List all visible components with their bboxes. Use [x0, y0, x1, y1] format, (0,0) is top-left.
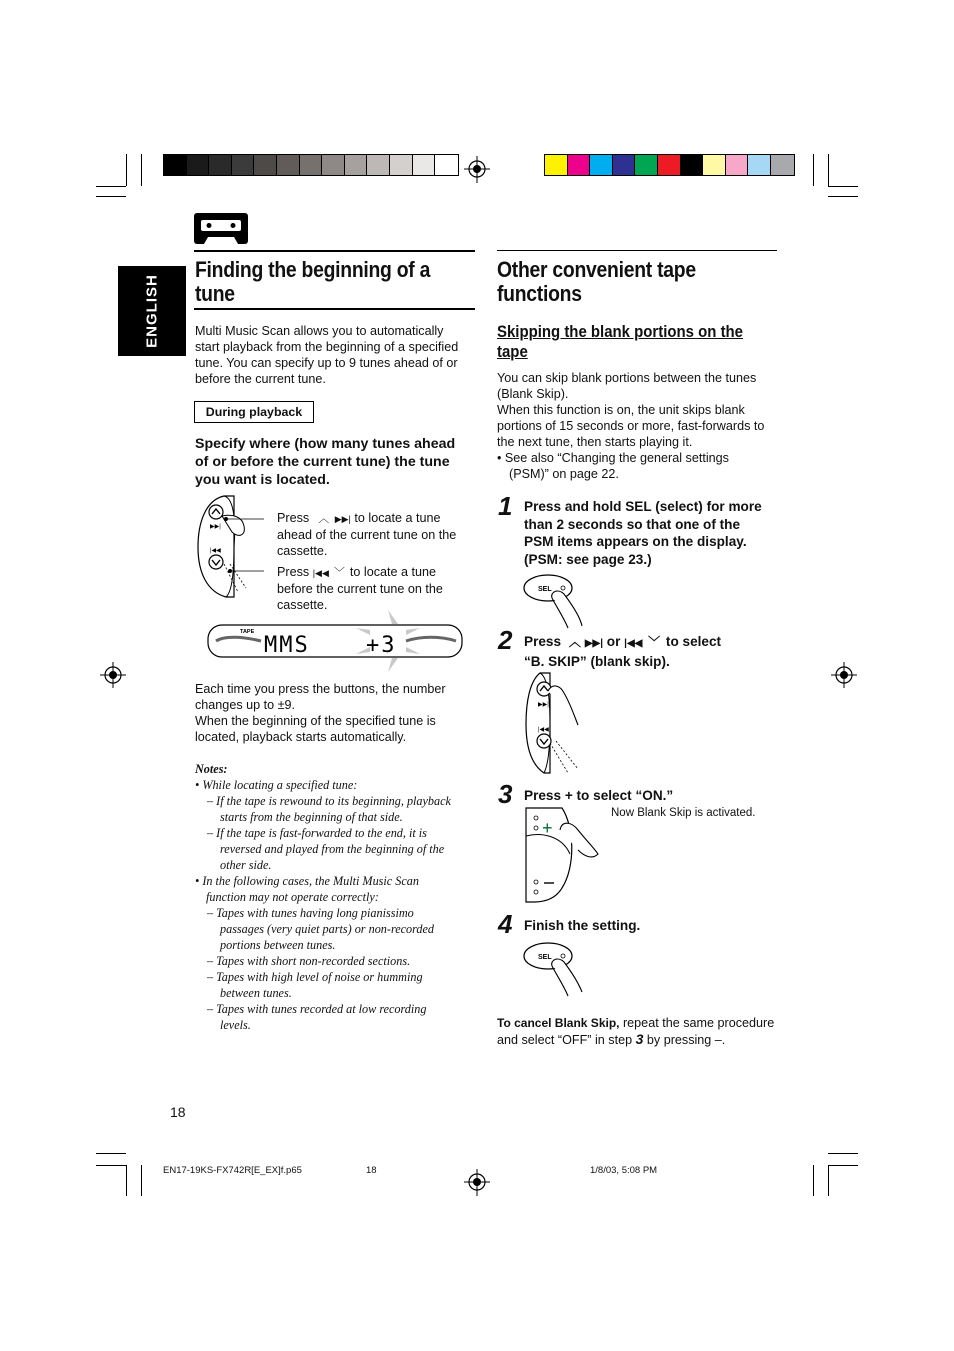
- title-underline: [194, 308, 475, 310]
- color-swatch: [613, 155, 636, 175]
- svg-text:▶▶|: ▶▶|: [538, 702, 549, 708]
- intro-line: Multi Music Scan allows you to automatically: [195, 324, 444, 338]
- color-swatch: [187, 155, 210, 175]
- skip-back-icon: |◀◀: [624, 638, 643, 649]
- note-item: – If the tape is rewound to its beginning, playback: [207, 794, 451, 808]
- step-1-number: 1: [498, 491, 513, 521]
- after-line: changes up to ±9.: [195, 698, 296, 712]
- color-swatch: [209, 155, 232, 175]
- color-calibration-bar: [544, 154, 795, 176]
- blank-skip-intro: [497, 370, 787, 450]
- after-paragraph: [195, 681, 480, 745]
- color-swatch: [164, 155, 187, 175]
- blank-skip-intro-line: You can skip blank portions between the tunes: [497, 371, 757, 385]
- registration-target-icon: [98, 660, 128, 690]
- color-swatch: [300, 155, 323, 175]
- cancel-note: To cancel Blank Skip, repeat the same procedure and select “OFF” in step 3 by pressing –.: [497, 1016, 775, 1047]
- after-line: located, playback starts automatically.: [195, 730, 407, 744]
- display-value: +3: [366, 633, 397, 658]
- down-chevron-icon: ﹀: [333, 567, 345, 579]
- note-item: – If the tape is fast-forwarded to the end, it is: [207, 826, 427, 840]
- notes-title: Notes:: [195, 762, 228, 776]
- right-section-title: Other convenient tape functions: [497, 257, 696, 306]
- during-playback-badge: During playback: [194, 401, 314, 423]
- note-item: – Tapes with tunes recorded at low recording: [207, 1002, 427, 1016]
- color-swatch: [681, 155, 704, 175]
- step-2-number: 2: [498, 625, 513, 655]
- page-number: 18: [170, 1104, 186, 1120]
- press-down-description: Press |◀◀ ﹀ to locate a tune before the current tune on the cassette.: [277, 565, 443, 612]
- sel-button-illustration: [522, 572, 592, 630]
- color-swatch: [635, 155, 658, 175]
- color-swatch: [748, 155, 771, 175]
- note-item: – Tapes with tunes having long pianissimo: [207, 906, 414, 920]
- footer-date: 1/8/03, 5:08 PM: [590, 1165, 658, 1176]
- color-swatch: [590, 155, 613, 175]
- skip-back-icon: |◀◀: [312, 568, 329, 578]
- color-swatch: [390, 155, 413, 175]
- note-item: between tunes.: [220, 986, 292, 1000]
- note-item: • In the following cases, the Multi Music Scan: [195, 874, 419, 888]
- blank-skip-intro-line: portions of 15 seconds or more, fast-forwards to: [497, 419, 765, 433]
- gray-calibration-bar: [163, 154, 459, 176]
- color-swatch: [726, 155, 749, 175]
- cassette-icon: [194, 213, 248, 244]
- color-swatch: [703, 155, 726, 175]
- display-mms-text: MMS: [264, 633, 310, 658]
- title-rule: [194, 250, 475, 252]
- step-1-line: Press and hold SEL (select) for more: [524, 499, 762, 514]
- sel-button-illustration-2: [522, 940, 592, 998]
- press-up-description: Press ︿ ▶▶| to locate a tune ahead of the current tune on the cassette.: [277, 511, 457, 558]
- note-item: – Tapes with high level of noise or humming: [207, 970, 423, 984]
- svg-text:|◀◀: |◀◀: [210, 548, 221, 554]
- color-swatch: [345, 155, 368, 175]
- plus-minus-buttons-illustration: [522, 806, 602, 906]
- up-chevron-icon: ︿: [568, 635, 581, 649]
- note-item: starts from the beginning of that side.: [220, 810, 403, 824]
- step-2-text: Press ︿ ▶▶| or |◀◀ ﹀ to select “B. SKIP” (blank skip).: [524, 634, 722, 669]
- language-label: ENGLISH: [143, 274, 161, 348]
- blank-skip-intro-line: (Blank Skip).: [497, 387, 569, 401]
- intro-paragraph: [195, 323, 480, 387]
- note-item: function may not operate correctly:: [206, 890, 379, 904]
- note-item: other side.: [220, 858, 272, 872]
- color-swatch: [367, 155, 390, 175]
- note-item: passages (very quiet parts) or non-recorded: [220, 922, 435, 936]
- color-swatch: [568, 155, 591, 175]
- intro-line: tune. You can specify up to 9 tunes ahead of or: [195, 356, 458, 370]
- up-down-buttons-illustration: [194, 492, 264, 602]
- display-panel-illustration: [206, 608, 464, 676]
- registration-target-icon: [462, 1168, 492, 1198]
- footer-page: 18: [366, 1165, 377, 1176]
- color-swatch: [232, 155, 255, 175]
- step-3-number: 3: [498, 779, 513, 809]
- step-1-line: PSM items appears on the display.: [524, 534, 747, 549]
- title-rule-right: [497, 250, 777, 251]
- footer-file: EN17-19KS-FX742R[E_EX]f.p65: [163, 1165, 302, 1176]
- step-4-number: 4: [498, 909, 513, 939]
- page-title: Finding the beginning of a tune: [195, 257, 431, 306]
- see-also-note: • See also “Changing the general settings (PSM)” on page 22.: [497, 451, 729, 481]
- registration-target-icon: [829, 660, 859, 690]
- blank-skip-intro-line: When this function is on, the unit skips blank: [497, 403, 745, 417]
- sel-label: SEL: [538, 954, 552, 961]
- instruction-line: Specify where (how many tunes ahead: [195, 436, 456, 452]
- up-chevron-icon: ︿: [318, 513, 330, 525]
- step-3-text: Press + to select “ON.”: [524, 788, 674, 803]
- color-swatch: [413, 155, 436, 175]
- down-chevron-icon: ﹀: [648, 635, 661, 649]
- color-swatch: [254, 155, 277, 175]
- step-1-line: (PSM: see page 23.): [524, 551, 652, 567]
- sel-label: SEL: [538, 586, 552, 593]
- color-swatch: [545, 155, 568, 175]
- skip-forward-icon: ▶▶|: [334, 514, 351, 524]
- note-item: levels.: [220, 1018, 251, 1032]
- registration-target-icon: [462, 155, 492, 185]
- svg-text:▶▶|: ▶▶|: [210, 524, 221, 530]
- color-swatch: [435, 155, 458, 175]
- note-item: portions between tunes.: [220, 938, 336, 952]
- language-tab: [118, 266, 186, 356]
- blank-skip-intro-line: the next tune, then starts playing it.: [497, 435, 693, 449]
- step-1-line: than 2 seconds so that one of the: [524, 516, 741, 532]
- intro-line: before the current tune.: [195, 372, 326, 386]
- note-item: • While locating a specified tune:: [195, 778, 358, 792]
- notes-list: [195, 777, 480, 1033]
- up-down-buttons-illustration-2: [522, 669, 588, 779]
- color-swatch: [658, 155, 681, 175]
- step-1-text: [524, 498, 784, 568]
- after-line: Each time you press the buttons, the number: [195, 682, 446, 696]
- plus-icon: +: [542, 818, 553, 838]
- skip-forward-icon: ▶▶|: [584, 638, 604, 649]
- display-tape-label: TAPE: [240, 629, 255, 635]
- note-item: – Tapes with short non-recorded sections.: [207, 954, 411, 968]
- instruction-text: [195, 435, 480, 489]
- instruction-line: of or before the current tune) the tune: [195, 454, 450, 470]
- svg-text:|◀◀: |◀◀: [538, 727, 549, 733]
- color-swatch: [277, 155, 300, 175]
- instruction-line: you want is located.: [195, 472, 330, 488]
- step-3-note: Now Blank Skip is activated.: [611, 807, 756, 819]
- after-line: When the beginning of the specified tune is: [195, 714, 436, 728]
- color-swatch: [322, 155, 345, 175]
- color-swatch: [771, 155, 794, 175]
- step-4-text: Finish the setting.: [524, 918, 641, 933]
- blank-skip-heading: Skipping the blank portions on the tape: [497, 322, 744, 361]
- intro-line: start playback from the beginning of a specified: [195, 340, 459, 354]
- note-item: reversed and played from the beginning of the: [220, 842, 445, 856]
